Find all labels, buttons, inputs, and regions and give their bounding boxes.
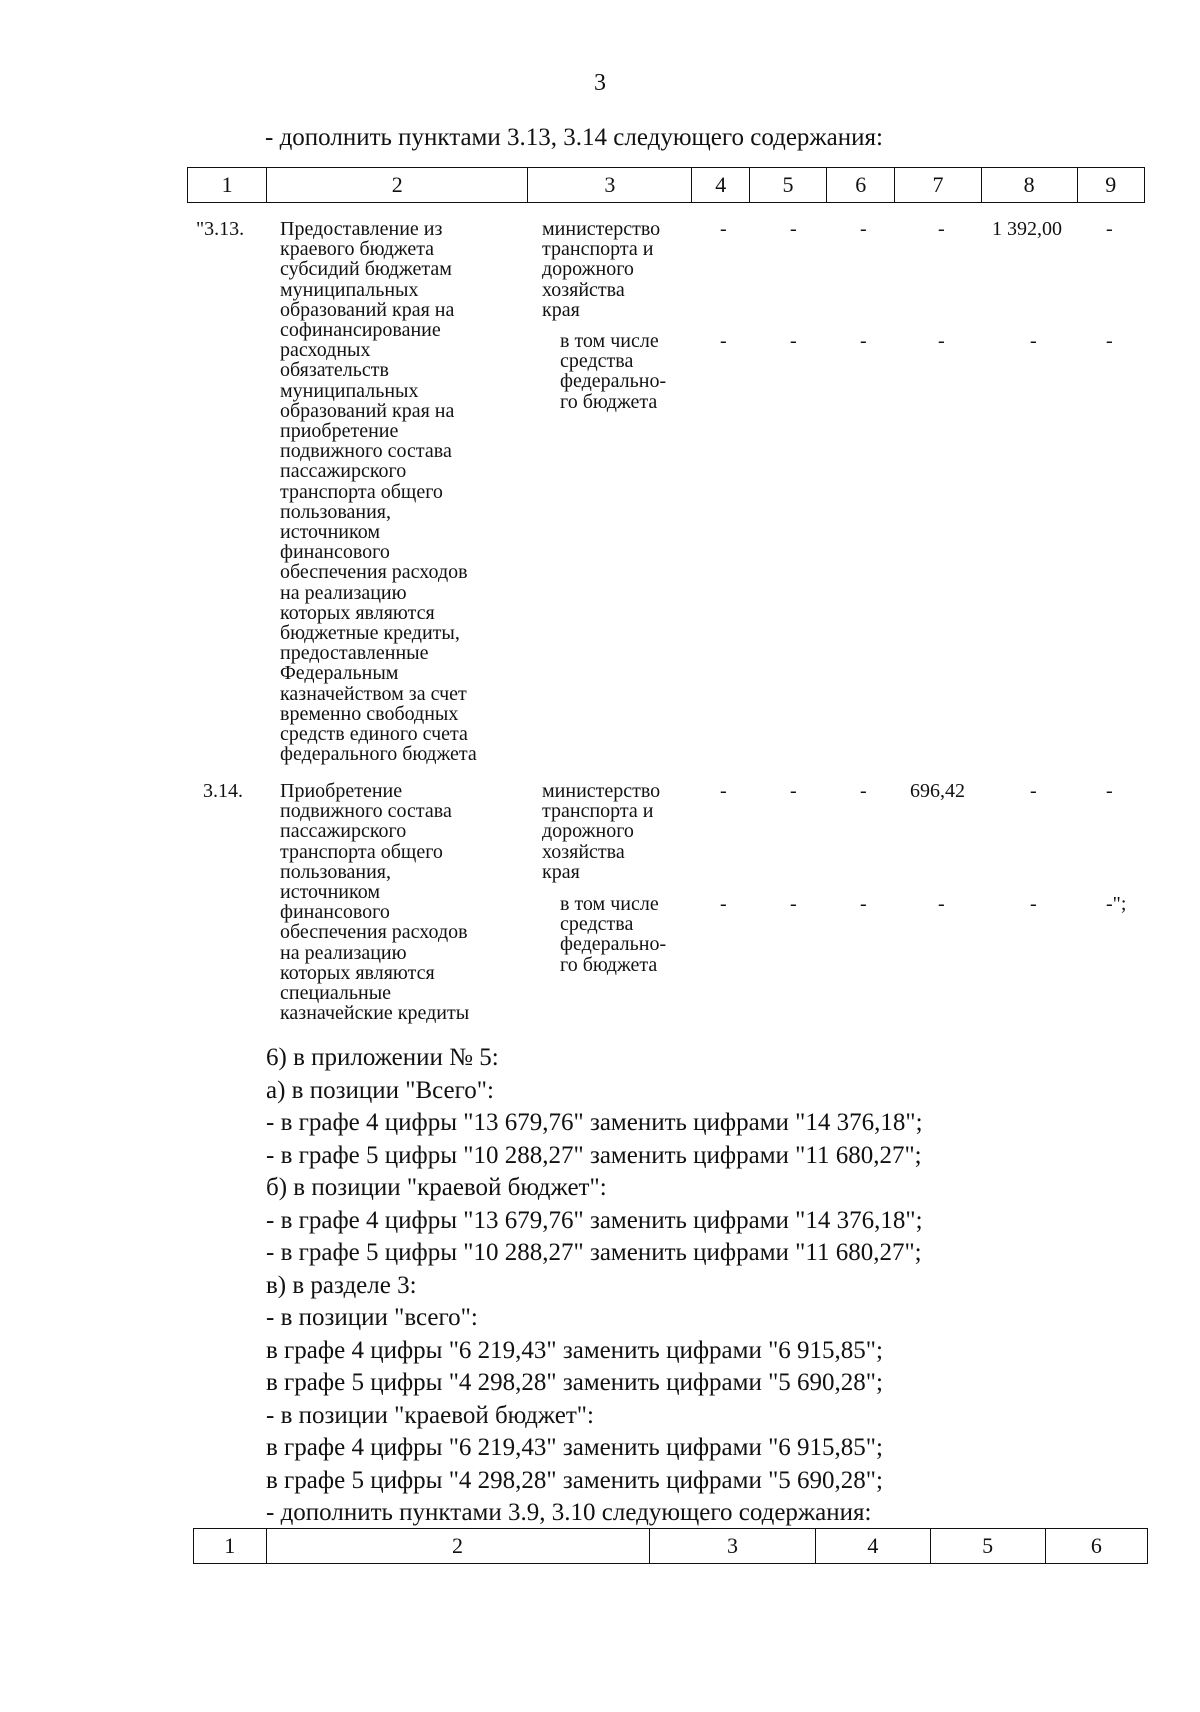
column-header: 8 xyxy=(981,168,1077,203)
column-header: 6 xyxy=(1045,1529,1147,1564)
column-header: 2 xyxy=(267,168,528,203)
cell-col6: - xyxy=(860,330,867,352)
text-line: - дополнить пунктами 3.9, 3.10 следующего содержания: xyxy=(266,1499,872,1526)
text-line: в графе 5 цифры "4 298,28" заменить цифрами "5 690,28"; xyxy=(266,1466,883,1494)
cell-col7: - xyxy=(938,330,945,352)
text-line: - в графе 5 цифры "10 288,27" заменить цифрами "11 680,27"; xyxy=(266,1141,922,1169)
text-line: - в графе 5 цифры "10 288,27" заменить цифрами "11 680,27"; xyxy=(266,1239,922,1266)
column-header: 5 xyxy=(930,1529,1045,1564)
text-line: - в графе 4 цифры "13 679,76" заменить цифрами "14 376,18"; xyxy=(266,1206,923,1234)
text-line: - в графе 4 цифры "13 679,76" заменить цифрами "14 376,18"; xyxy=(266,1109,923,1136)
intro-line: - дополнить пунктами 3.13, 3.14 следующего содержания: xyxy=(265,124,883,151)
row-sub-label: в том числе средства федерально- го бюджета xyxy=(560,893,667,976)
cell-col9: - xyxy=(1106,780,1113,802)
cell-col4: - xyxy=(720,330,727,352)
row-executor: министерство транспорта и дорожного хозяйства края xyxy=(542,218,661,321)
cell-col4: - xyxy=(720,780,727,802)
column-header: 9 xyxy=(1077,168,1144,203)
row-description: Приобретение подвижного состава пассажирского транспорта общего пользования, источником финансового обеспечения расходов на реализацию которых являются специальные казначейские кредиты xyxy=(280,780,470,1025)
cell-col6: - xyxy=(860,218,867,240)
cell-col5: - xyxy=(790,330,797,352)
row-number: 3.14. xyxy=(203,780,243,802)
column-header: 4 xyxy=(816,1529,930,1564)
amendment-text xyxy=(266,1042,923,1530)
cell-col8: 1 392,00 xyxy=(992,218,1062,240)
text-line: в графе 4 цифры "6 219,43" заменить цифрами "6 915,85"; xyxy=(266,1434,883,1461)
cell-col7: 696,42 xyxy=(910,780,965,802)
cell-col8: - xyxy=(1030,780,1037,802)
text-line: - в позиции "всего": xyxy=(266,1304,478,1331)
column-header-table xyxy=(193,1528,1148,1564)
cell-col5: - xyxy=(790,218,797,240)
column-header: 4 xyxy=(692,168,749,203)
cell-col9: - xyxy=(1106,330,1113,352)
text-line: б) в позиции "краевой бюджет": xyxy=(266,1174,607,1201)
text-line: в) в разделе 3: xyxy=(266,1271,417,1299)
column-header: 3 xyxy=(528,168,692,203)
cell-col4: - xyxy=(720,893,727,915)
cell-col6: - xyxy=(860,780,867,802)
column-header-table xyxy=(187,167,1145,203)
text-line: в графе 5 цифры "4 298,28" заменить цифрами "5 690,28"; xyxy=(266,1369,883,1396)
column-header: 3 xyxy=(649,1529,816,1564)
cell-col8: - xyxy=(1030,893,1037,915)
row-sub-label: в том числе средства федерально- го бюджета xyxy=(560,330,667,413)
cell-col7: - xyxy=(938,218,945,240)
text-line: 6) в приложении № 5: xyxy=(266,1044,499,1071)
cell-col5: - xyxy=(790,893,797,915)
text-line: - в позиции "краевой бюджет": xyxy=(266,1401,594,1429)
cell-col6: - xyxy=(860,893,867,915)
cell-col9: -"; xyxy=(1106,893,1127,915)
row-executor: министерство транспорта и дорожного хозяйства края xyxy=(542,780,661,883)
cell-col9: - xyxy=(1106,218,1113,240)
text-line: а) в позиции "Всего": xyxy=(266,1076,494,1104)
column-header: 1 xyxy=(194,1529,267,1564)
column-header: 1 xyxy=(188,168,267,203)
row-description: Предоставление из краевого бюджета субсидий бюджетам муниципальных образований края на софинансирование расходных обязательств муниципальных образований края на приобретение подвижного состава пассажирского транспорта общего пользования, источником финансового обеспечения расходов на реализацию которых являются бюджетные кредиты, предоставленные Федеральным казначейством за счет временно свободных средств единого счета федерального бюджета xyxy=(280,218,477,766)
column-header: 7 xyxy=(895,168,981,203)
cell-col5: - xyxy=(790,780,797,802)
row-number: "3.13. xyxy=(196,218,245,240)
cell-col8: - xyxy=(1030,330,1037,352)
column-header: 2 xyxy=(266,1529,649,1564)
page-number: 3 xyxy=(594,70,606,96)
column-header: 5 xyxy=(749,168,826,203)
text-line: в графе 4 цифры "6 219,43" заменить цифрами "6 915,85"; xyxy=(266,1336,883,1364)
cell-col4: - xyxy=(720,218,727,240)
cell-col7: - xyxy=(938,893,945,915)
column-header: 6 xyxy=(827,168,895,203)
